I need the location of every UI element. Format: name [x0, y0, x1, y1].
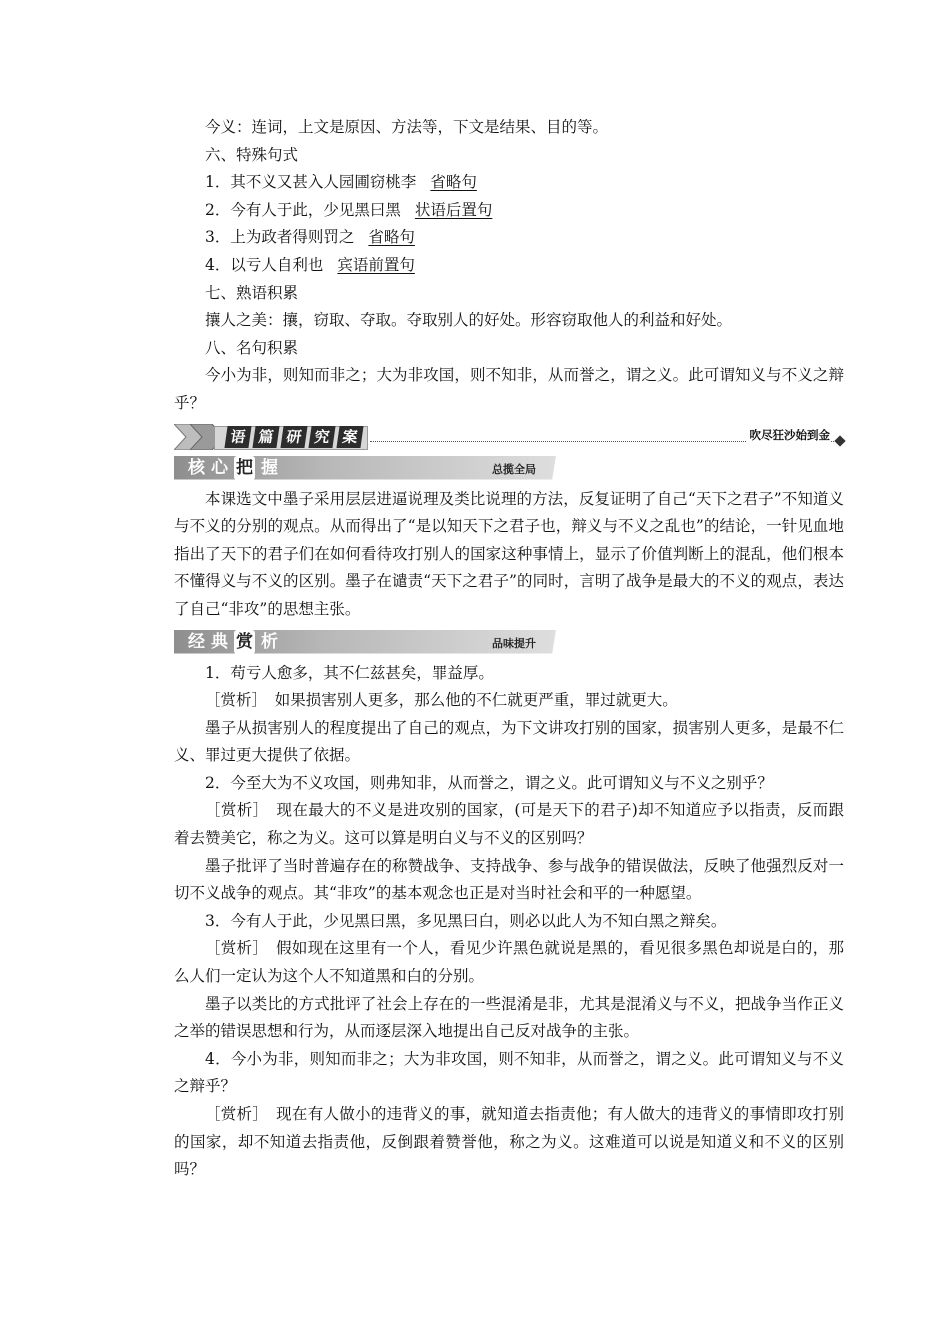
core-paragraph: 本课选文中墨子采用层层进逼说理及类比说理的方法，反复证明了自己“天下之君子”不知道义与不义的分别的观点。从而得出了“是以知天下之君子也，辩义与不义之乱也”的结论，一针见血地指出了天下的君子们在如何看待攻打别人的国家这种事情上，显示了价值判断上的混乱，他们根本不懂得义与不义的区别。墨子在谴责“天下之君子”的同时，言明了战争是最大的不义的观点，表达了自己“非攻”的思想主张。 — [174, 489, 844, 618]
sentence-tag-3: 省略句 — [368, 228, 415, 247]
sentence-item-4: 4．以亏人自利也 宾语前置句 — [205, 255, 415, 274]
classic-analysis-3: ［赏析］ 假如现在这里有一个人，看见少许黑色就说是黑的，看见很多黑色却说是白的，那么人们一定认为这个人不知道黑和白的分别。 — [174, 939, 844, 986]
sentence-tag-2: 状语后置句 — [414, 200, 493, 219]
classic-analysis-4: ［赏析］ 现在有人做小的违背义的事，就知道去指责他；有人做大的违背义的事情即攻打别的国家，却不知道去指责他，反倒跟着赞誉他，称之为义。这难道可以说是知道义和不义的区别吗？ — [174, 1105, 844, 1179]
subheading-core-tag: 总揽全局 — [492, 462, 536, 476]
document-page — [174, 114, 844, 1184]
classic-question-2: 2．今至大为不义攻国，则弗知非，从而誉之，谓之义。此可谓知义与不义之别乎？ — [205, 773, 773, 792]
subheading-classic-tag: 品味提升 — [492, 636, 536, 650]
idiom-text: 攘人之美：攘，窃取、夺取。夺取别人的好处。形容窃取他人的利益和好处。 — [205, 311, 733, 330]
heading-special-sentences: 六、特殊句式 — [205, 145, 299, 164]
banner-title: 语 篇 研 究 案 — [226, 426, 362, 448]
sentence-item-1: 1．其不义又甚入人园圃窃桃李 省略句 — [205, 173, 477, 192]
section-banner — [174, 424, 844, 450]
subheading-core-title: 核心 把 握 — [188, 457, 284, 478]
classic-question-1: 1．苟亏人愈多，其不仁兹甚矣，罪益厚。 — [205, 663, 494, 682]
modern-meaning-line: 今义：连词，上文是原因、方法等，下文是结果、目的等。 — [205, 118, 609, 136]
sentence-item-2: 2．今有人于此，少见黑曰黑 状语后置句 — [205, 200, 493, 219]
diamond-icon — [834, 435, 845, 446]
sentence-tag-1: 省略句 — [430, 173, 477, 192]
classic-comment-1: 墨子从损害别人的程度提出了自己的观点，为下文讲攻打别的国家，损害别人更多，是最不仁义、罪过更大提供了依据。 — [174, 718, 844, 765]
banner-motto: 吹尽狂沙始到金 — [746, 427, 831, 443]
classic-question-4: 4．今小为非，则知而非之；大为非攻国，则不知非，从而誉之，谓之义。此可谓知义与不义之辩乎？ — [174, 1049, 844, 1096]
sentence-tag-4: 宾语前置句 — [337, 255, 415, 274]
classic-analysis-1: ［赏析］ 如果损害别人更多，那么他的不仁就更严重，罪过就更大。 — [205, 691, 678, 710]
classic-question-3: 3．今有人于此，少见黑曰黑，多见黑曰白，则必以此人为不知白黑之辩矣。 — [205, 911, 727, 930]
heading-famous-quotes: 八、名句积累 — [205, 338, 299, 357]
heading-idioms: 七、熟语积累 — [205, 283, 299, 302]
subheading-core — [174, 454, 844, 482]
subheading-classic — [174, 628, 844, 656]
subheading-classic-title: 经典 赏 析 — [188, 631, 284, 652]
classic-analysis-2: ［赏析］ 现在最大的不义是进攻别的国家，(可是天下的君子)却不知道应予以指责，反而跟着去赞美它，称之为义。这可以算是明白义与不义的区别吗？ — [174, 801, 844, 848]
sentence-item-3: 3．上为政者得则罚之 省略句 — [205, 228, 415, 247]
classic-comment-3: 墨子以类比的方式批评了社会上存在的一些混淆是非，尤其是混淆义与不义，把战争当作正义之举的错误思想和行为，从而逐层深入地提出自己反对战争的主张。 — [174, 994, 844, 1041]
quote-text: 今小为非，则知而非之；大为非攻国，则不知非，从而誉之，谓之义。此可谓知义与不义之辩乎？ — [174, 366, 844, 412]
classic-comment-2: 墨子批评了当时普遍存在的称赞战争、支持战争、参与战争的错误做法，反映了他强烈反对一切不义战争的观点。其“非攻”的基本观念也正是对当时社会和平的一种愿望。 — [174, 856, 844, 903]
